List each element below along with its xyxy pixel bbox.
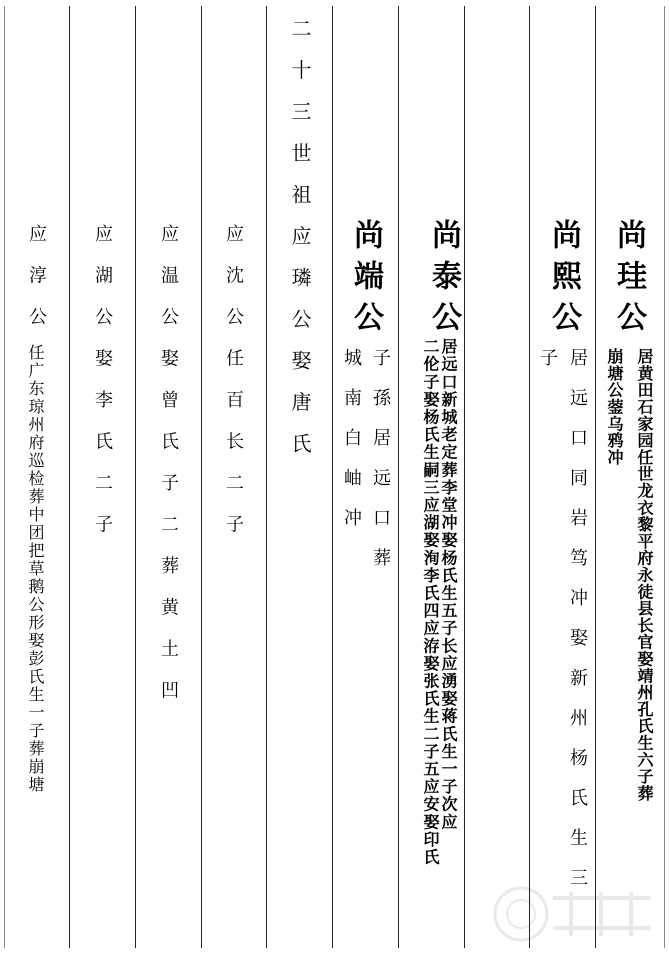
- column-7-note-b: 二伦子娶杨氏生嗣三应湖娶洵李氏四应洊娶张氏生二子五应安娶印氏: [421, 338, 440, 866]
- column-9-note-b: 崩塘公蓥乌鸦冲: [605, 348, 624, 466]
- column-8-name: 尚熙公: [546, 219, 581, 342]
- column-rule: [135, 6, 136, 948]
- column-rule: [201, 6, 202, 948]
- column-1-name: 应淳公: [26, 224, 47, 349]
- column-2-entry: 应湖公娶李氏二子: [92, 224, 113, 556]
- column-8-note-b: 子: [537, 348, 558, 388]
- column-6-note-a: 子孫居远口葬: [370, 348, 391, 588]
- column-1-note: 任广东琼州府巡检葬中团把草鹅公形娶彭氏生一子葬崩塘: [26, 344, 45, 794]
- column-9-name: 尚珪公: [611, 219, 646, 342]
- column-5-generation-heading: 二十三世祖应璘公娶唐氏: [288, 18, 312, 475]
- column-rule: [464, 6, 465, 948]
- column-8-note-a: 居远口同岩笃冲娶新州杨氏生三: [567, 348, 588, 908]
- column-rule: [398, 6, 399, 948]
- column-rule: [69, 6, 70, 948]
- column-rule: [332, 6, 333, 948]
- column-7-name: 尚泰公: [426, 219, 461, 342]
- column-7-note-a: 居远口新城老定葬李堂冲娶杨氏生五子长应湧娶蒋氏生一子次应: [439, 338, 458, 831]
- column-rule: [529, 6, 530, 948]
- page-border-left: [4, 6, 5, 948]
- page-border-right: [664, 6, 665, 948]
- column-9-note-a: 居黄田石家园任世龙衣黎平府永徒县长官娶靖州孔氏生六子葬: [635, 348, 654, 802]
- column-rule: [595, 6, 596, 948]
- column-rule: [266, 6, 267, 948]
- column-4-entry: 应沈公任百长二子: [223, 224, 244, 556]
- column-6-name: 尚端公: [348, 219, 383, 342]
- watermark-logo: [491, 878, 661, 948]
- column-3-entry: 应温公娶曾氏子二葬黄土凹: [158, 224, 179, 722]
- column-6-note-b: 城南白岫冲: [341, 348, 362, 548]
